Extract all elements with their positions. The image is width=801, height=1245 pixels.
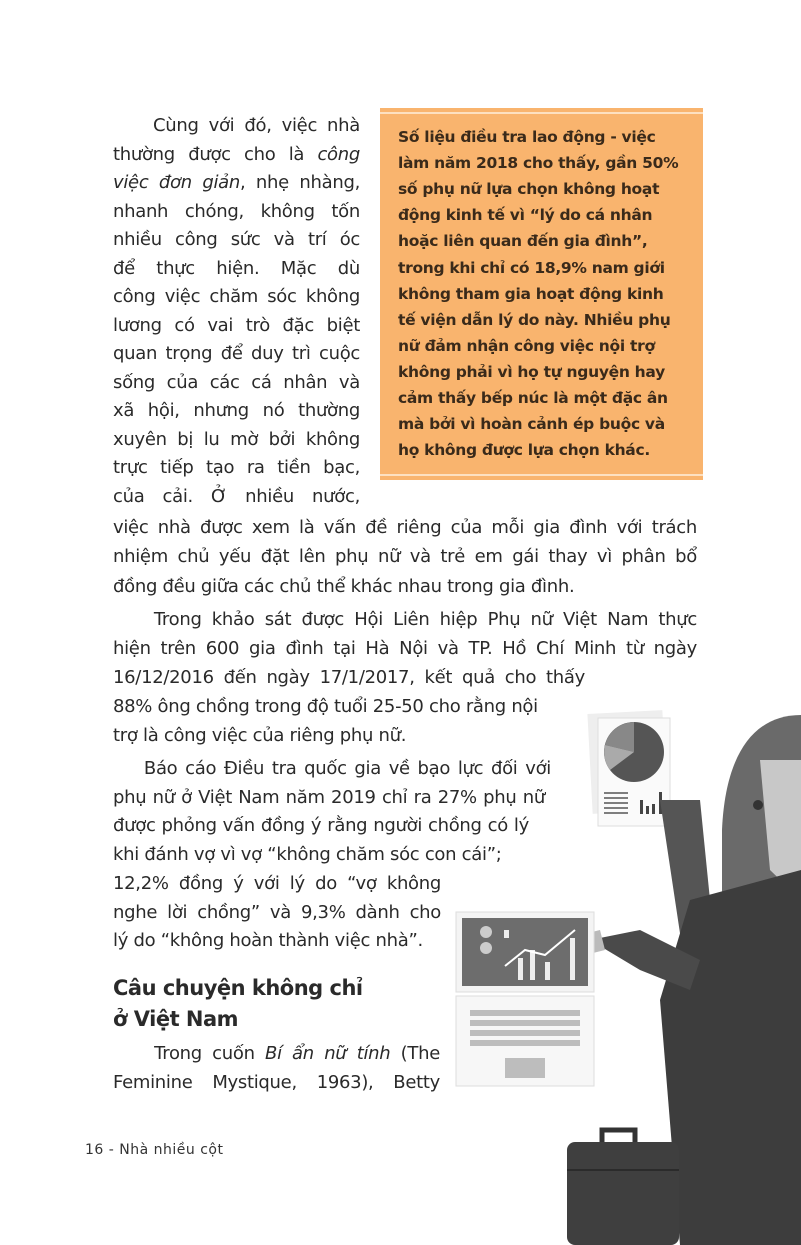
text-segment: trợ là công việc của riêng phụ nữ. — [113, 725, 407, 746]
text-segment: trực tiếp tạo ra tiền bạc, — [113, 457, 360, 478]
text-segment: 16/12/2016 đến ngày 17/1/2017, kết quả cho thấy — [113, 667, 585, 688]
callout-line: hoặc liên quan đến gia đình”, — [398, 232, 648, 251]
text-line — [113, 870, 441, 898]
text-segment: lý do “không hoàn thành việc nhà”. — [113, 930, 423, 951]
text-segment: nhanh chóng, không tốn — [113, 200, 360, 222]
text-segment: nghe lời chồng” và 9,3% dành cho — [113, 902, 441, 923]
text-line — [113, 784, 545, 812]
text-line — [113, 454, 360, 482]
callout-line: không tham gia hoạt động kinh — [398, 284, 664, 303]
text-segment: Cùng với đó, việc nhà — [113, 115, 360, 136]
callout-line: trong khi chỉ có 18,9% nam giới — [398, 258, 665, 277]
callout-line: nữ đảm nhận công việc nội trợ — [398, 336, 655, 355]
callout-line: tế viện dẫn lý do này. Nhiều phụ — [398, 310, 671, 329]
briefcase-icon — [567, 1130, 679, 1245]
italic-text: công — [317, 143, 360, 165]
text-line — [113, 722, 423, 750]
text-line — [113, 141, 360, 169]
callout-line: động kinh tế vì “lý do cá nhân — [398, 206, 653, 225]
text-line — [113, 255, 360, 283]
text-line — [113, 635, 697, 663]
text-segment: Trong cuốn — [113, 1043, 266, 1064]
text-segment: Feminine Mystique, 1963), Betty — [113, 1072, 440, 1093]
report-paper-icon — [587, 710, 670, 826]
text-line — [113, 483, 360, 511]
text-segment: của cải. Ở nhiều nước, — [113, 485, 360, 507]
callout-line: Số liệu điều tra lao động - việc — [398, 128, 656, 146]
text-line — [113, 226, 360, 254]
callout-line: số phụ nữ lựa chọn không hoạt — [398, 180, 660, 199]
callout-line: mà bởi vì hoàn cảnh ép buộc và — [398, 415, 665, 434]
text-line — [113, 812, 529, 840]
text-segment: (The — [390, 1043, 440, 1064]
callout-line: không phải vì họ tự nguyện hay — [398, 362, 665, 381]
text-segment: việc nhà được xem là vấn đề riêng của mỗi gia đình với trách — [113, 517, 697, 538]
text-segment: sống của các cá nhân và — [113, 371, 360, 393]
text-line — [113, 112, 360, 140]
text-line — [113, 169, 360, 197]
text-line — [113, 369, 360, 397]
text-segment: Báo cáo Điều tra quốc gia về bạo lực đối với — [113, 758, 551, 779]
text-line — [113, 283, 360, 311]
text-line — [113, 841, 513, 869]
text-segment: hiện trên 600 gia đình tại Hà Nội và TP. Hồ Chí Minh từ ngày — [113, 638, 697, 659]
section-heading-line — [113, 974, 363, 1002]
text-line — [113, 312, 360, 340]
text-line — [113, 1040, 440, 1068]
text-line — [113, 606, 697, 634]
text-segment: công việc chăm sóc không — [113, 286, 360, 307]
text-segment: phụ nữ ở Việt Nam năm 2019 chỉ ra 27% phụ nữ — [113, 787, 545, 808]
text-line — [113, 664, 585, 692]
page-footer: 16 - Nhà nhiều cột — [85, 1142, 224, 1158]
text-segment: nhiệm chủ yếu đặt lên phụ nữ và trẻ em gái thay vì phân bổ — [113, 546, 697, 567]
italic-text: việc đơn giản — [113, 172, 241, 193]
text-line — [113, 397, 360, 425]
statistics-callout-box — [380, 108, 703, 480]
text-segment: Câu chuyện không chỉ — [113, 976, 363, 1000]
text-segment: ở Việt Nam — [113, 1007, 239, 1031]
text-line — [113, 573, 697, 601]
text-segment: thường được cho là — [113, 143, 318, 165]
italic-text: Bí ẩn nữ tính — [265, 1043, 391, 1064]
section-heading-line — [113, 1005, 363, 1033]
text-line — [113, 693, 561, 721]
text-line — [113, 514, 697, 542]
text-segment: nhiều công sức và trí óc — [113, 229, 360, 250]
callout-line: họ không được lựa chọn khác. — [398, 441, 650, 460]
text-segment: xuyên bị lu mờ bởi không — [113, 428, 360, 450]
text-segment: để thực hiện. Mặc dù — [113, 257, 360, 279]
text-line — [113, 340, 360, 368]
text-segment: 12,2% đồng ý với lý do “vợ không — [113, 873, 441, 894]
text-segment: đồng đều giữa các chủ thể khác nhau trong gia đình. — [113, 576, 575, 597]
text-segment: Trong khảo sát được Hội Liên hiệp Phụ nữ Việt Nam thực — [113, 609, 697, 630]
text-line — [113, 543, 697, 571]
text-line — [113, 927, 433, 955]
laptop-icon — [456, 912, 594, 1086]
callout-line: cảm thấy bếp núc là một đặc ân — [398, 389, 668, 407]
text-line — [113, 899, 441, 927]
text-line — [113, 1069, 440, 1097]
text-line — [113, 755, 551, 783]
text-line — [113, 426, 360, 454]
callout-line: làm năm 2018 cho thấy, gần 50% — [398, 154, 679, 173]
text-segment: lương có vai trò đặc biệt — [113, 314, 360, 336]
text-segment: 88% ông chồng trong độ tuổi 25-50 cho rằng nội — [113, 696, 538, 717]
text-segment: được phỏng vấn đồng ý rằng người chồng có lý — [113, 815, 529, 836]
text-segment: xã hội, nhưng nó thường — [113, 400, 360, 421]
text-line — [113, 198, 360, 226]
text-segment: quan trọng để duy trì cuộc — [113, 343, 360, 364]
text-segment: khi đánh vợ vì vợ “không chăm sóc con cái”; — [113, 844, 502, 865]
text-segment: , nhẹ nhàng, — [240, 172, 360, 193]
